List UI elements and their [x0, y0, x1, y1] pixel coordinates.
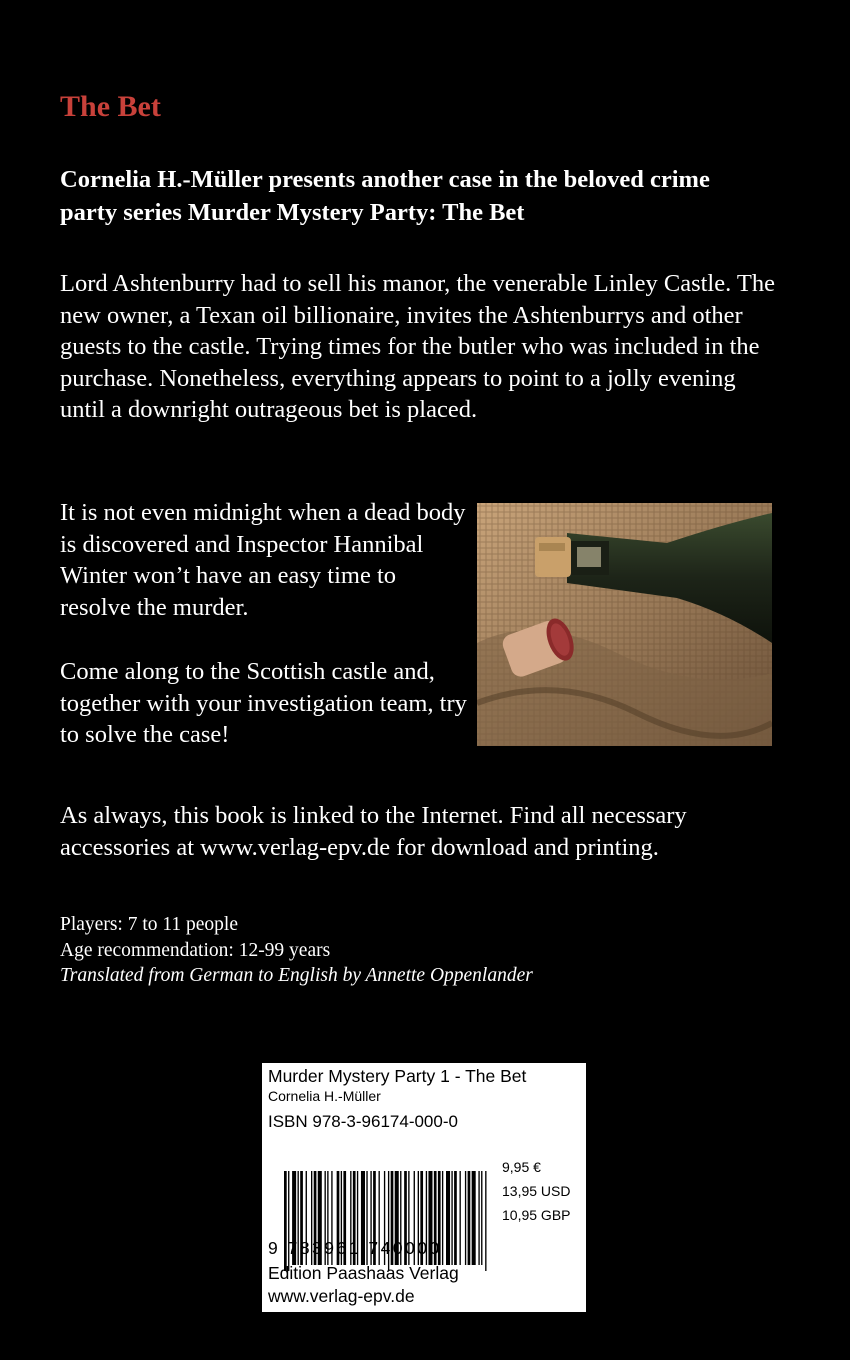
translation-credit: Translated from German to English by Annette Oppenlander: [60, 965, 533, 986]
wine-bottle-photo: [477, 503, 772, 746]
barcode-digits: 9 783961 740000: [268, 1238, 442, 1258]
barcode-author: Cornelia H.-Müller: [268, 1088, 381, 1104]
book-title: The Bet: [60, 90, 161, 123]
price-gbp: 10,95 GBP: [502, 1207, 571, 1223]
internet-note: As always, this book is linked to the Internet. Find all necessary accessories at www.verlag-epv.de for download and printing.: [60, 802, 687, 861]
age-info: Age recommendation: 12-99 years: [60, 939, 331, 961]
publisher-website: www.verlag-epv.de: [268, 1286, 415, 1306]
synopsis-paragraph: Lord Ashtenburry had to sell his manor, the venerable Linley Castle. The new owner, a Texan oil billionaire, invites the Ashtenburrys and other guests to the castle. Trying times for the butler who was included in the purchase. Nonetheless, everything appears to point to a jolly evening until a downright outrageous bet is placed.: [60, 270, 776, 423]
price-usd: 13,95 USD: [502, 1183, 571, 1199]
barcode-label: [262, 1063, 586, 1312]
players-info: Players: 7 to 11 people: [60, 914, 238, 935]
synopsis-paragraph: It is not even midnight when a dead body is discovered and Inspector Hannibal Winter won’t have an easy time to resolve the murder.: [60, 499, 466, 621]
price-list: [502, 1155, 571, 1227]
subtitle: Cornelia H.-Müller presents another case in the beloved crime party series Murder Mystery Party: The Bet: [60, 166, 710, 226]
synopsis-paragraph: Come along to the Scottish castle and, together with your investigation team, try to solve the case!: [60, 658, 467, 748]
isbn-number: ISBN 978-3-96174-000-0: [268, 1112, 458, 1131]
publisher-name: Edition Paashaas Verlag: [268, 1263, 459, 1283]
book-details: [60, 912, 533, 989]
price-eur: 9,95 €: [502, 1159, 541, 1175]
barcode-book-title: Murder Mystery Party 1 - The Bet: [268, 1066, 527, 1086]
